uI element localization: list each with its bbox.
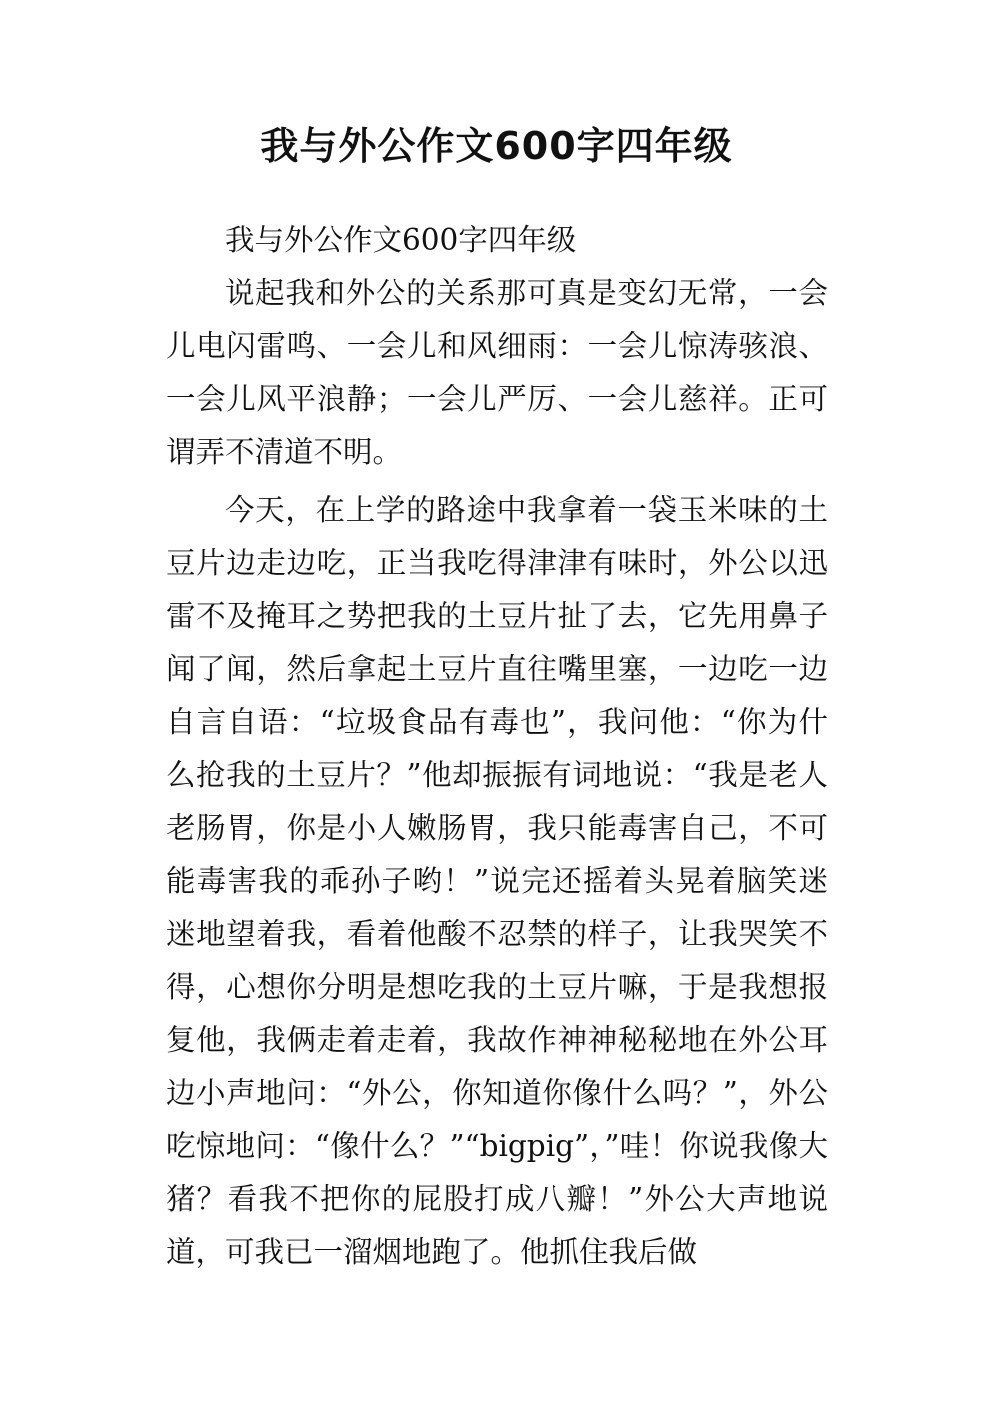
paragraph-intro: 说起我和外公的关系那可真是变幻无常，一会儿电闪雷鸣、一会儿和风细雨：一会儿惊涛骇浪、一会儿风平浪静；一会儿严厉、一会儿慈祥。正可谓弄不清道不明。: [166, 276, 828, 469]
document-title: 我与外公作文600字四年级: [260, 124, 733, 168]
paragraph-story: 今天，在上学的路途中我拿着一袋玉米味的土豆片边走边吃，正当我吃得津津有味时，外公以迅雷不及掩耳之势把我的土豆片扯了去，它先用鼻子闻了闻，然后拿起土豆片直往嘴里塞，一边吃一边自言自语：“垃圾食品有毒也”，我问他：“你为什么抢我的土豆片？”他却振振有词地说：“我是老人老肠胃，你是小人嫩肠胃，我只能毒害自己，不可能毒害我的乖孙子哟！”说完还摇着头晃着脑笑迷迷地望着我，看着他酸不忍禁的样子，让我哭笑不得，心想你分明是想吃我的土豆片嘛，于是我想报复他，我俩走着走着，我故作神神秘秘地在外公耳边小声地问：“外公，你知道你像什么吗？”，外公吃惊地问：“像什么？”“bigpig”，”哇！你说我像大猪？看我不把你的屁股打成八瓣！”外公大声地说道，可我已一溜烟地跑了。他抓住我后做: [166, 493, 829, 1269]
paragraph-subtitle: 我与外公作文600字四年级: [225, 223, 577, 257]
document-body: [166, 214, 828, 1279]
